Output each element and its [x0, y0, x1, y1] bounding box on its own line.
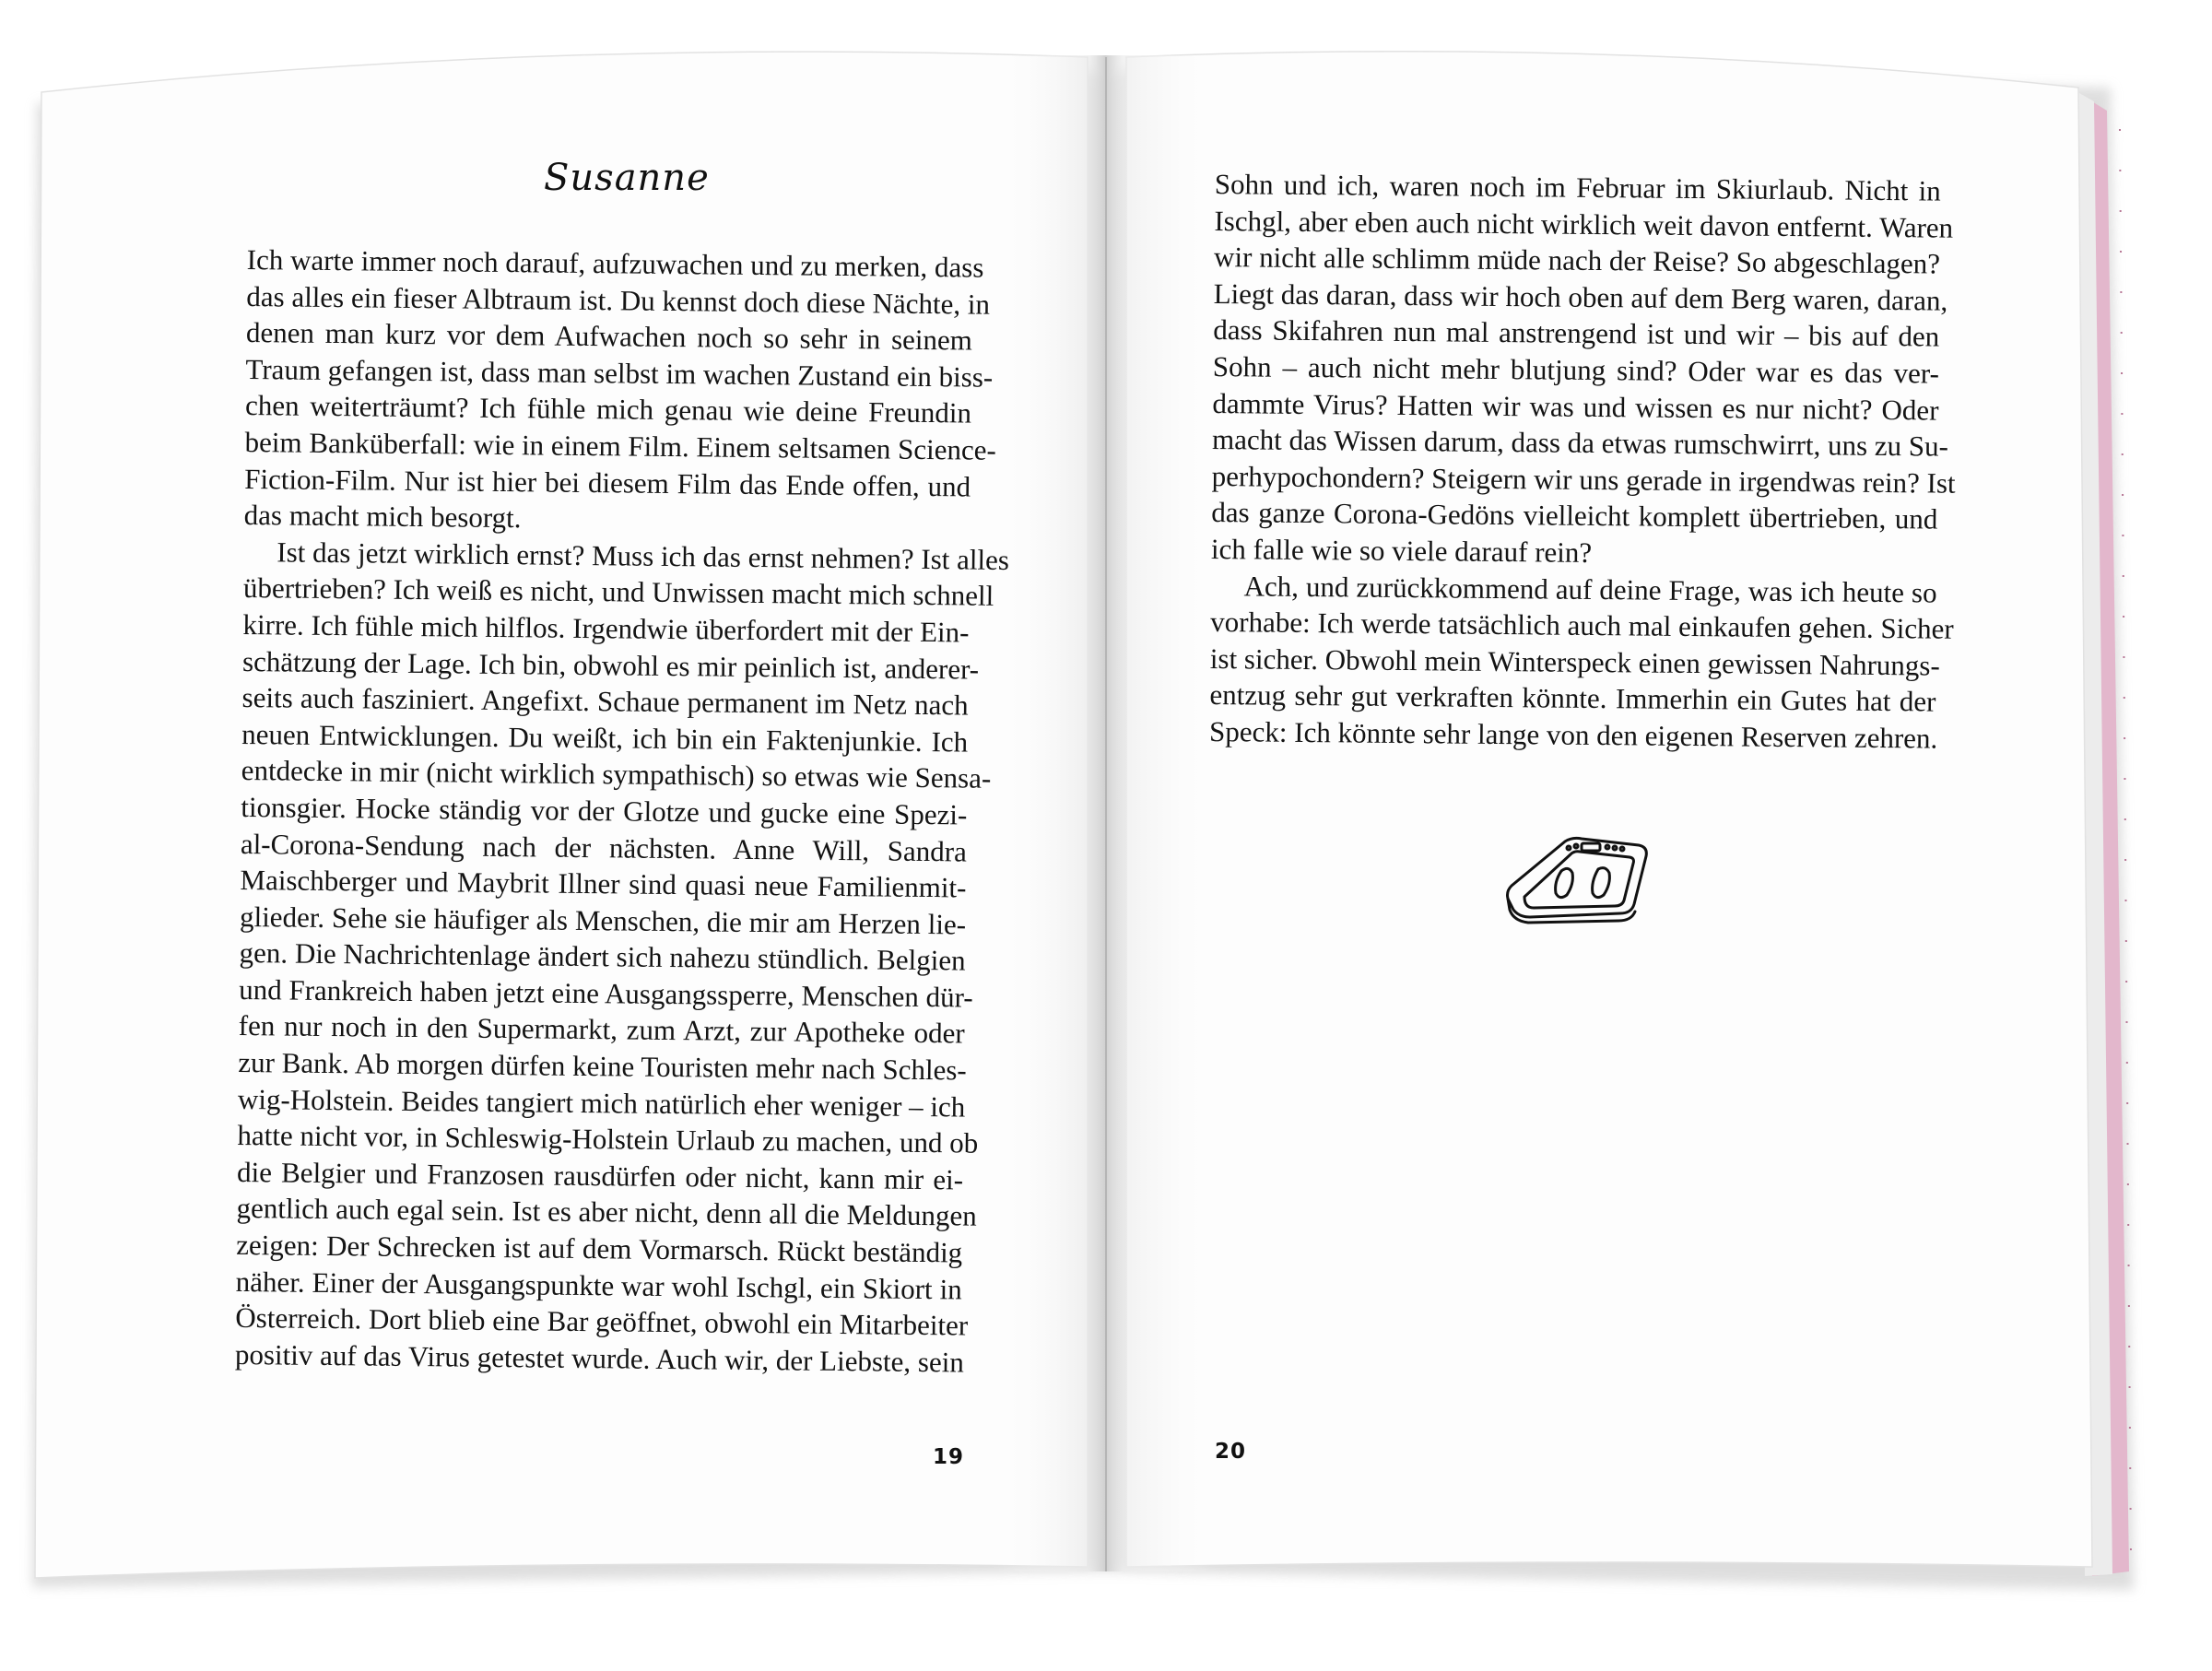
chapter-title: Susanne	[544, 157, 710, 199]
text-line: die Belgier und Franzosen rausdürfen oder nicht, kann mir ei-	[236, 1155, 964, 1196]
text-line: entzug sehr gut verkraften könnte. Immerhin ein Gutes hat der	[1209, 678, 1936, 718]
page-number-right: 20	[1215, 1440, 1247, 1464]
text-line: kirre. Ich fühle mich hilflos. Irgendwie überfordert mit der Ein-	[242, 607, 970, 649]
text-line: Ach, und zurückkommend auf deine Frage, was ich heute so	[1243, 569, 1937, 609]
text-line: gen. Die Nachrichtenlage ändert sich nahezu stündlich. Belgien	[239, 936, 966, 977]
text-line: dammte Virus? Hatten wir was und wissen es nur nicht? Oder	[1212, 386, 1939, 427]
text-line: beim Banküberfall: wie in einem Film. Einem seltsamen Science-	[244, 425, 997, 466]
text-line: neuen Entwicklungen. Du weißt, ich bin ein Faktenjunkie. Ich	[241, 717, 969, 759]
text-line: tionsgier. Hocke ständig vor der Glotze und gucke eine Spezi-	[241, 790, 968, 831]
text-line: schätzung der Lage. Ich bin, obwohl es mir peinlich ist, anderer-	[241, 644, 980, 686]
text-line: Ischgl, aber eben auch nicht wirklich weit davon entfernt. Waren	[1214, 204, 1954, 244]
text-line: Traum gefangen ist, dass man selbst im wachen Zustand ein biss-	[245, 352, 994, 394]
text-line: denen man kurz vor dem Aufwachen noch so sehr in seinem	[245, 316, 973, 357]
text-line: näher. Einer der Ausgangspunkte war wohl Ischgl, ein Skiort in	[235, 1265, 962, 1306]
text-line: perhypochondern? Steigern wir uns gerade in irgendwas rein? Ist	[1211, 459, 1956, 500]
text-line: Sohn und ich, waren noch im Februar im Skiurlaub. Nicht in	[1214, 167, 1941, 207]
text-line: zeigen: Der Schrecken ist auf dem Vormarsch. Rückt beständig	[236, 1228, 963, 1269]
left-page-text	[234, 241, 1010, 1381]
text-line: übertrieben? Ich weiß es nicht, und Unwissen macht mich schnell	[242, 571, 994, 613]
bathroom-scale-icon	[1500, 832, 1657, 934]
text-line: das ganze Corona-Gedöns vielleicht komplett übertrieben, und	[1211, 496, 1938, 535]
text-line: gentlich auch egal sein. Ist es aber nicht, denn all die Meldungen	[236, 1192, 977, 1233]
text-line: seits auch fasziniert. Angefixt. Schaue permanent im Netz nach	[241, 681, 969, 722]
text-line: positiv auf das Virus getestet wurde. Auch wir, der Liebste, sein	[234, 1337, 965, 1379]
text-line: ich falle wie so viele darauf rein?	[1210, 532, 1593, 569]
text-line: al-Corona-Sendung nach der nächsten. Anne Will, Sandra	[240, 827, 968, 867]
text-line: Ich warte immer noch darauf, aufzuwachen und zu merken, dass	[246, 242, 984, 284]
text-line: vorhabe: Ich werde tatsächlich auch mal einkaufen gehen. Sicher	[1210, 606, 1954, 645]
text-line: und Frankreich haben jetzt eine Ausgangssperre, Menschen dür-	[239, 972, 973, 1014]
text-line: das macht mich besorgt.	[243, 499, 522, 535]
text-line: Speck: Ich könnte sehr lange von den eigenen Reserven zehren.	[1208, 714, 1938, 755]
text-line: Liegt das daran, dass wir hoch oben auf dem Berg waren, daran,	[1213, 277, 1948, 317]
text-line: Maischberger und Maybrit Illner sind quasi neue Familienmit-	[240, 864, 967, 904]
text-line: Fiction-Film. Nur ist hier bei diesem Film das Ende offen, und	[244, 462, 971, 503]
text-line: das alles ein fieser Albtraum ist. Du kennst doch diese Nächte, in	[246, 279, 991, 321]
text-line: wig-Holstein. Beides tangiert mich natürlich eher weniger – ich	[237, 1082, 966, 1124]
text-line: glieder. Sehe sie häufiger als Menschen, die mir am Herzen lie-	[239, 900, 967, 941]
text-line: chen weiterträumt? Ich fühle mich genau wie deine Freundin	[244, 389, 972, 430]
text-line: entdecke in mir (nicht wirklich sympathisch) so etwas wie Sensa-	[241, 754, 992, 795]
text-line: Ist das jetzt wirklich ernst? Muss ich das ernst nehmen? Ist alles	[276, 535, 1010, 576]
text-line: ist sicher. Obwohl mein Winterspeck einen gewissen Nahrungs-	[1209, 641, 1940, 682]
text-line: Sohn – auch nicht mehr blutjung sind? Oder war es das ver-	[1212, 349, 1940, 390]
text-line: Österreich. Dort blieb eine Bar geöffnet, obwohl ein Mitarbeiter	[235, 1301, 969, 1342]
text-line: hatte nicht vor, in Schleswig-Holstein Urlaub zu machen, und ob	[237, 1119, 979, 1159]
right-page	[1106, 0, 2212, 1671]
text-line: fen nur noch in den Supermarkt, zum Arzt, zur Apotheke oder	[238, 1009, 965, 1050]
text-line: wir nicht alle schlimm müde nach der Reise? So abgeschlagen?	[1213, 241, 1941, 280]
right-page-text	[1208, 166, 1956, 757]
page-number-left: 19	[933, 1445, 965, 1469]
text-line: dass Skifahren nun mal anstrengend ist und wir – bis auf den	[1213, 313, 1940, 353]
text-line: zur Bank. Ab morgen dürfen keine Touristen mehr nach Schles-	[238, 1046, 967, 1087]
text-line: macht das Wissen darum, dass da etwas rumschwirrt, uns zu Su-	[1211, 423, 1949, 463]
